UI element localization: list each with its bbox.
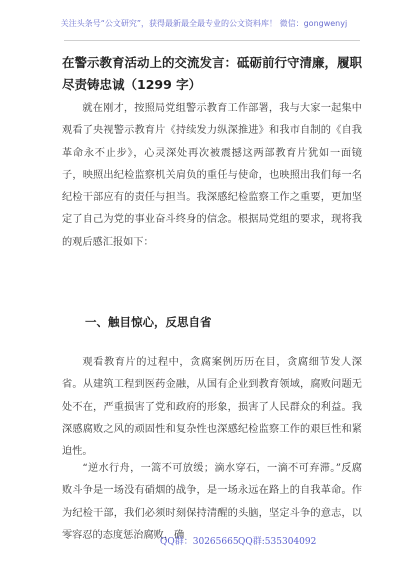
footer-qq-group-2: QQ群:535304092: [238, 537, 317, 547]
paragraph-intro: 就在刚才，按照局党组警示教育工作部署，我与大家一起集中观看了央视警示教育片《持续发力纵深推进》和我市自制的《自我革命永不止步》，心灵深处再次被震撼这两部教育片犹如一面镜子，映照出纪检监察机关肩负的重任与使命，也映照出我们每一名纪检干部应有的责任与担当。我深感纪检监察工作之重要，更加坚定了自己为党的事业奋斗终身的信念。根据局党组的要求，现将我的观后感汇报如下：: [62, 103, 362, 248]
paragraph-reflection: 观看教育片的过程中，贪腐案例历历在目，贪腐细节发人深省。从建筑工程到医药金融，从国有企业到教育领域，腐败问题无处不在，严重损害了党和政府的形象，损害了人民群众的利益。我深感腐败之风的顽固性和复杂性也深感纪检监察工作的艰巨性和紧迫性。: [62, 357, 362, 458]
header-divider: [64, 40, 360, 41]
header-watermark: 关注头条号“公文研究”，获得最新最全最专业的公文资料库！ 微信：gongwenyj: [60, 19, 348, 28]
paragraph-struggle: “逆水行舟，一篙不可放缓；滴水穿石，一滴不可弃滞。”反腐败斗争是一场没有硝烟的战争，是一场永远在路上的自我革命。作为纪检干部，我们必须时刻保持清醒的头脑，坚定斗争的意志，以零容忍的态度惩治腐败，确: [62, 463, 362, 541]
document-title: 在警示教育活动上的交流发言：砥砺前行守清廉，履职尽责铸忠诚（1299 字）: [62, 55, 363, 92]
section-heading: 一、触目惊心，反思自省: [85, 315, 212, 329]
footer-qq-group-1: QQ群：30265665: [160, 537, 239, 547]
